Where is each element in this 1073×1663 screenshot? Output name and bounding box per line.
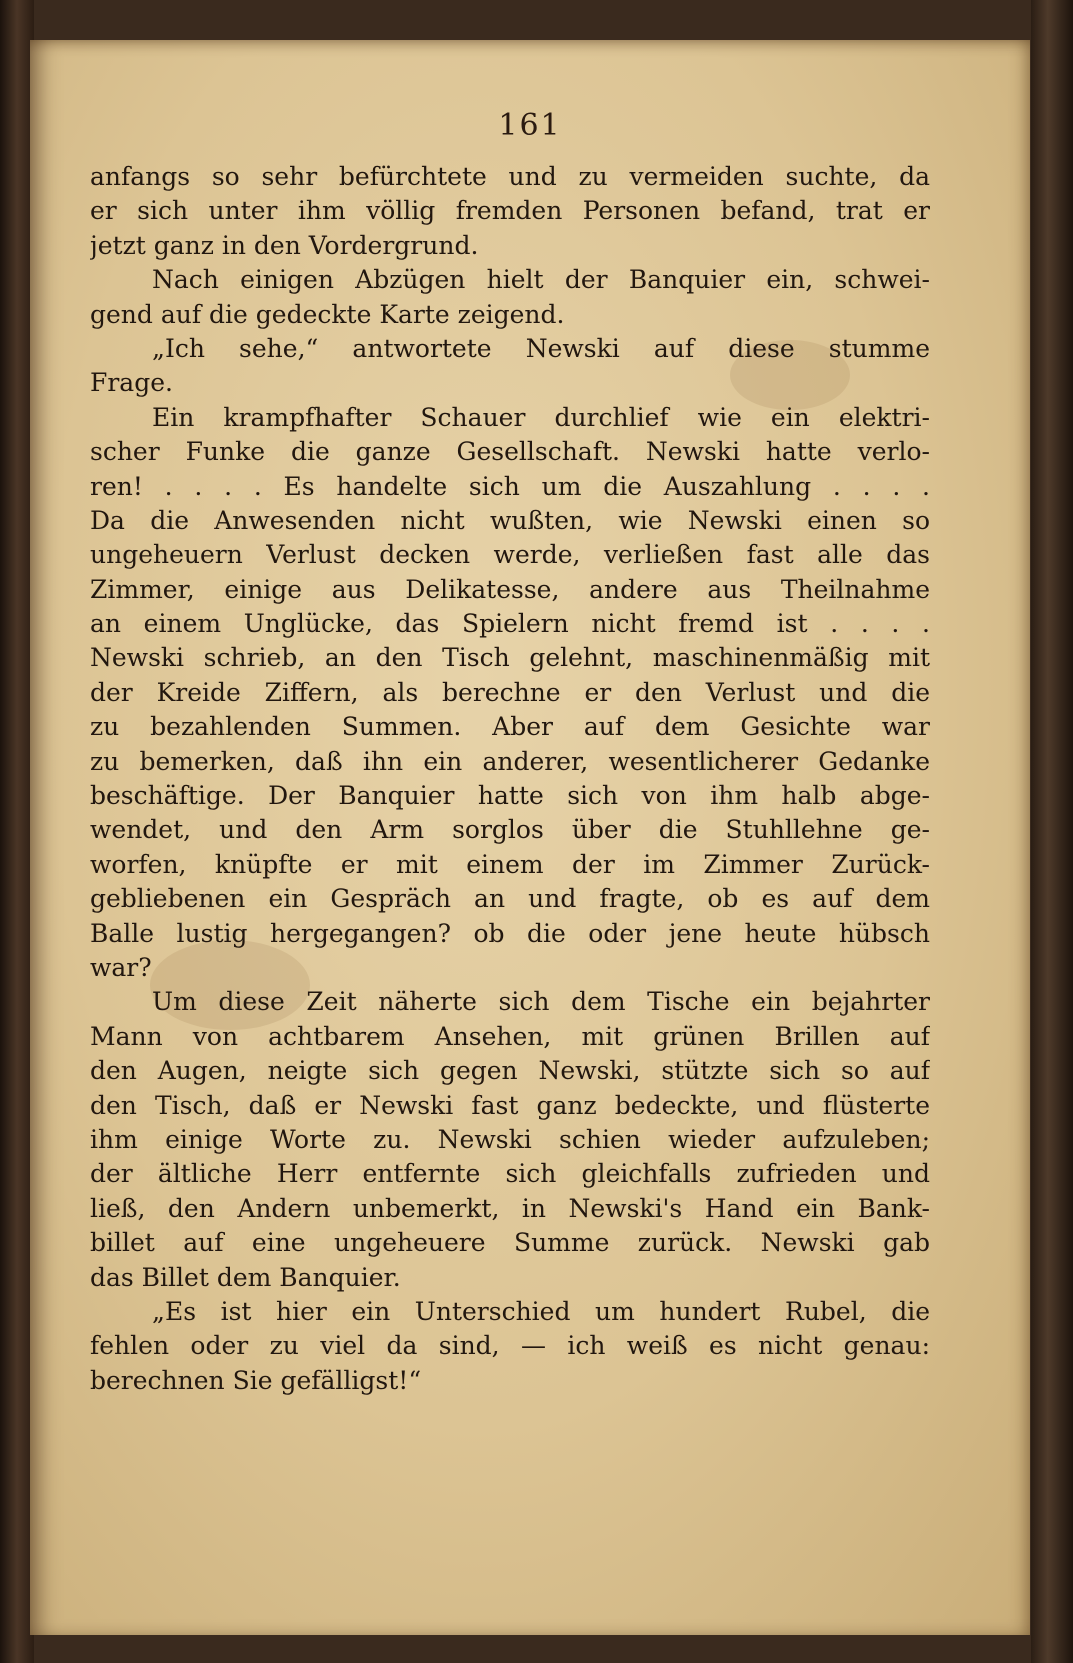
text-line: scher Funke die ganze Gesellschaft. Newski hatte verlo-: [90, 437, 930, 467]
text-line: das Billet dem Banquier.: [90, 1262, 401, 1292]
text-line: war?: [90, 952, 152, 982]
text-line: Ein krampfhafter Schauer durchlief wie ein elektri-: [152, 402, 930, 432]
text-line: ren! . . . . Es handelte sich um die Auszahlung . . . .: [90, 471, 930, 501]
text-line: den Tisch, daß er Newski fast ganz bedeckte, und flüsterte: [90, 1090, 930, 1120]
book-cover-right: [1031, 0, 1073, 1663]
book-binding-left: [0, 0, 34, 1663]
text-line: gebliebenen ein Gespräch an und fragte, ob es auf dem: [90, 884, 930, 914]
text-line: er sich unter ihm völlig fremden Personen befand, trat er: [90, 196, 930, 226]
text-line: ließ, den Andern unbemerkt, in Newski's Hand ein Bank-: [90, 1193, 930, 1223]
page-text: [90, 160, 930, 1398]
text-line: Frage.: [90, 368, 173, 398]
text-line: Nach einigen Abzügen hielt der Banquier ein, schwei-: [152, 265, 930, 295]
text-line: „Es ist hier ein Unterschied um hundert Rubel, die: [152, 1296, 930, 1326]
text-line: Zimmer, einige aus Delikatesse, andere aus Theilnahme: [90, 574, 930, 604]
text-line: der ältliche Herr entfernte sich gleichfalls zufrieden und: [90, 1159, 930, 1189]
text-line: worfen, knüpfte er mit einem der im Zimmer Zurück-: [90, 849, 930, 879]
text-line: Balle lustig hergegangen? ob die oder jene heute hübsch: [90, 918, 930, 948]
text-line: Um diese Zeit näherte sich dem Tische ein bejahrter: [152, 987, 930, 1017]
text-line: an einem Unglücke, das Spielern nicht fremd ist . . . .: [90, 609, 930, 639]
text-line: Mann von achtbarem Ansehen, mit grünen Brillen auf: [90, 1021, 930, 1051]
text-line: Da die Anwesenden nicht wußten, wie Newski einen so: [90, 505, 930, 535]
text-line: billet auf eine ungeheuere Summe zurück. Newski gab: [90, 1228, 930, 1258]
text-line: ungeheuern Verlust decken werde, verließen fast alle das: [90, 540, 930, 570]
text-line: jetzt ganz in den Vordergrund.: [90, 230, 479, 260]
text-line: beschäftige. Der Banquier hatte sich von ihm halb abge-: [90, 781, 930, 811]
text-line: gend auf die gedeckte Karte zeigend.: [90, 299, 565, 329]
text-line: zu bezahlenden Summen. Aber auf dem Gesichte war: [90, 712, 930, 742]
text-line: wendet, und den Arm sorglos über die Stuhllehne ge-: [90, 815, 930, 845]
text-line: der Kreide Ziffern, als berechne er den Verlust und die: [90, 677, 930, 707]
text-line: zu bemerken, daß ihn ein anderer, wesentlicherer Gedanke: [90, 746, 930, 776]
text-line: Newski schrieb, an den Tisch gelehnt, maschinenmäßig mit: [90, 643, 930, 673]
page-number: 161: [498, 108, 562, 143]
text-line: fehlen oder zu viel da sind, — ich weiß es nicht genau:: [90, 1331, 930, 1361]
text-line: den Augen, neigte sich gegen Newski, stützte sich so auf: [90, 1056, 930, 1086]
text-line: ihm einige Worte zu. Newski schien wieder aufzuleben;: [90, 1124, 930, 1154]
text-line: berechnen Sie gefälligst!“: [90, 1365, 422, 1395]
text-line: „Ich sehe,“ antwortete Newski auf diese stumme: [152, 333, 930, 363]
text-line: anfangs so sehr befürchtete und zu vermeiden suchte, da: [90, 162, 930, 191]
book-page: [30, 40, 1030, 1635]
